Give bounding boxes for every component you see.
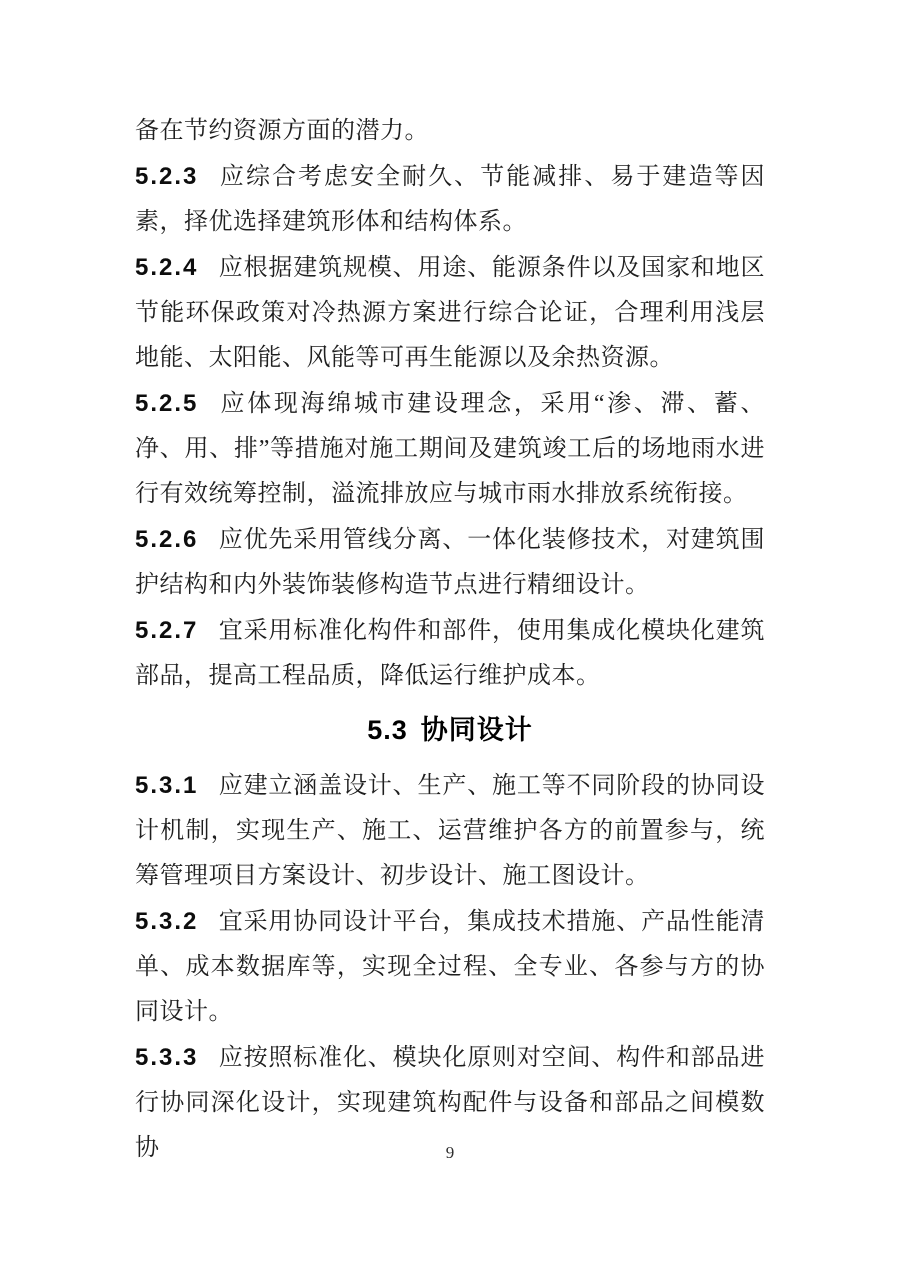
clause-5-3-2 [135,899,765,1035]
clause-5-2-3 [135,154,765,245]
clause-text: 应综合考虑安全耐久、节能减排、易于建造等因素，择优选择建筑形体和结构体系。 [135,164,765,235]
clause-5-2-7 [135,608,765,699]
clause-5-2-4 [135,245,765,381]
clause-text: 应按照标准化、模块化原则对空间、构件和部品进行协同深化设计，实现建筑构配件与设备和部品之间模数协 [135,1045,765,1161]
clause-number: 5.2.6 [135,526,199,553]
clause-number: 5.2.3 [135,163,199,190]
clause-5-3-1 [135,763,765,899]
clause-number: 5.2.5 [135,390,199,417]
section-heading-title: 协同设计 [420,715,533,745]
clause-number: 5.2.4 [135,254,199,281]
clause-5-2-6 [135,517,765,608]
clause-text: 应建立涵盖设计、生产、施工等不同阶段的协同设计机制，实现生产、施工、运营维护各方的前置参与，统筹管理项目方案设计、初步设计、施工图设计。 [135,773,765,889]
clause-text: 宜采用标准化构件和部件，使用集成化模块化建筑部品，提高工程品质，降低运行维护成本。 [135,618,765,689]
clause-number: 5.3.3 [135,1044,199,1071]
section-heading [135,708,765,753]
clause-5-2-5 [135,381,765,517]
clause-text: 应根据建筑规模、用途、能源条件以及国家和地区节能环保政策对冷热源方案进行综合论证，合理利用浅层地能、太阳能、风能等可再生能源以及余热资源。 [135,255,765,371]
clause-text: 应体现海绵城市建设理念，采用“渗、滞、蓄、净、用、排”等措施对施工期间及建筑竣工后的场地雨水进行有效统筹控制，溢流排放应与城市雨水排放系统衔接。 [135,391,765,507]
clause-number: 5.3.1 [135,772,199,799]
clause-number: 5.2.7 [135,617,199,644]
clause-text: 应优先采用管线分离、一体化装修技术，对建筑围护结构和内外装饰装修构造节点进行精细设计。 [135,527,765,598]
clause-number: 5.3.2 [135,908,199,935]
page-number: 9 [445,1143,455,1162]
section-heading-number: 5.3 [367,715,408,745]
paragraph-continuation: 备在节约资源方面的潜力。 [135,118,429,144]
clause-text: 宜采用协同设计平台，集成技术措施、产品性能清单、成本数据库等，实现全过程、全专业、各参与方的协同设计。 [135,909,765,1025]
page-content [135,109,765,1171]
